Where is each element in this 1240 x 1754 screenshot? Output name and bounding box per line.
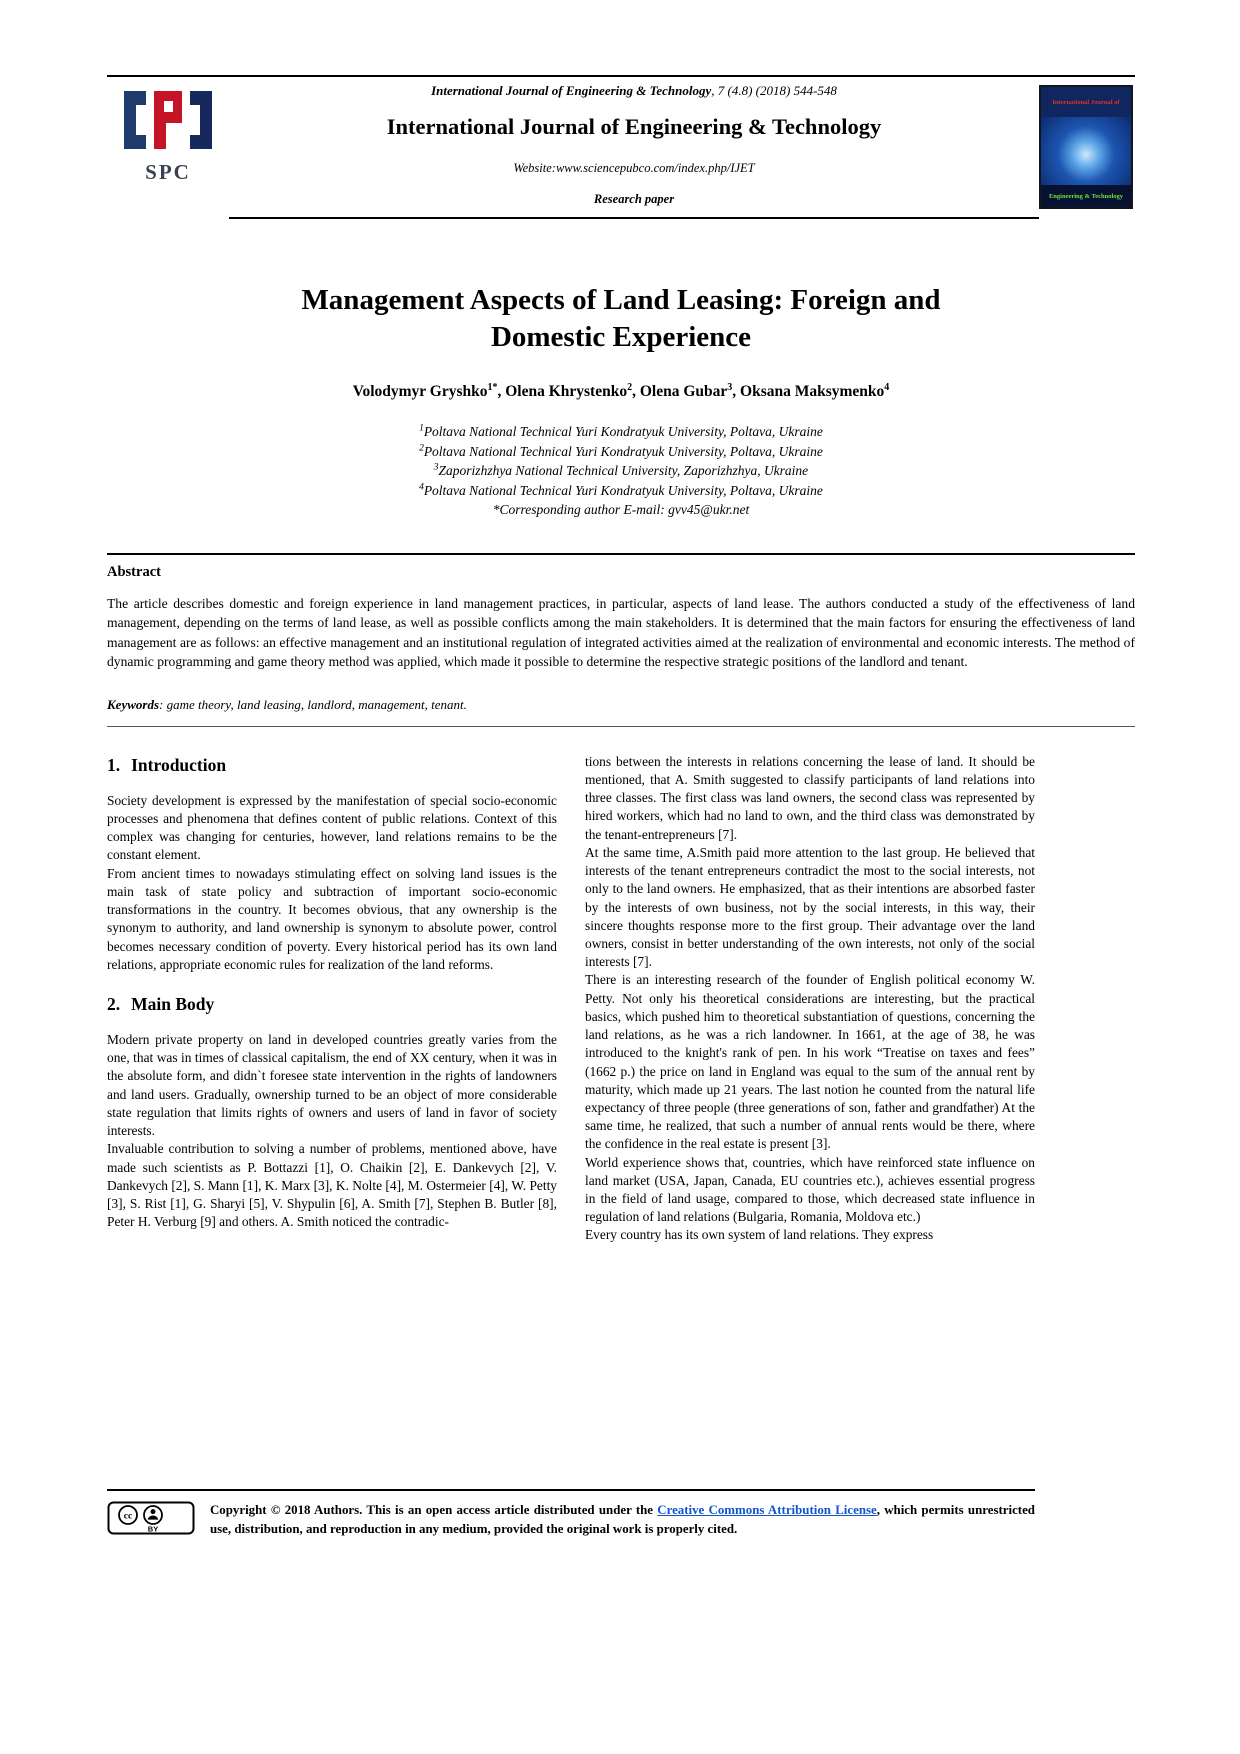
authors-line: Volodymyr Gryshko$^{1*}$, Olena Khrystenko$^2$, Olena Gubar$^3$, Oksana Maksymenko$^4$: [352, 382, 890, 401]
journal-website[interactable]: Website:www.sciencepubco.com/index.php/IJET: [513, 161, 755, 175]
author-name: Olena Gubar: [639, 383, 728, 401]
right-column: [585, 753, 1035, 1245]
copyright-text: [210, 1501, 1035, 1538]
abstract-heading: Abstract: [107, 564, 161, 581]
journal-ref: [243, 83, 1025, 99]
affiliation-line: $^4$Poltava National Technical Yuri Kondratyuk University, Poltava, Ukraine: [419, 482, 823, 498]
svg-text:BY: BY: [147, 1524, 159, 1534]
paragraph: From ancient times to nowadays stimulating effect on solving land issues is the main task of state policy and subtraction of important socio-economic transformations in the country. It becomes obvious, that any ownership is the synonym to authority, and land ownership is synonym to absolute power, control becomes necessary condition of poverty. Every historical period has its own land relations, appropriate economic rules for realization of the land reforms.: [107, 865, 557, 972]
footer: [107, 1489, 1035, 1540]
paragraph: World experience shows that, countries, which have reinforced state influence on land market (USA, Japan, Canada, EU countries etc.), achieves essential progress in the field of land usage, compared to those, which decreased state influence in regulation of land relations (Bulgaria, Romania, Moldova etc.): [585, 1154, 1035, 1225]
abstract-divider: [107, 553, 1135, 555]
svg-text:cc: cc: [123, 1511, 133, 1522]
author-name: Volodymyr Gryshko: [352, 383, 488, 401]
section-heading: 2. Main Body: [107, 993, 215, 1014]
copyright-before-link: Copyright © 2018 Authors. This is an open access article distributed under the: [210, 1503, 658, 1517]
body-columns: [107, 753, 1135, 1245]
journal-name: International Journal of Engineering & Technology: [386, 114, 882, 139]
journal-ref-name: International Journal of Engineering & Technology: [431, 83, 712, 98]
paragraph: Modern private property on land in developed countries greatly varies from the one, that was in times of classical capitalism, the end of XX century, when it was in the absolute form, and didn`t foresee state intervention in the rights of landowners and land users. Gradually, ownership turned to be an object of more considerable state regulation that limits rights of owners and users of land in favor of society interests.: [107, 1031, 557, 1139]
paragraph: There is an interesting research of the founder of English political economy W. Petty. Not only his theoretical considerations are interesting, but the practical basics, which pushed him to theoretical substantiation of questions, concerning the land relations, as he was a rich landowner. In 1661, at the age of 38, he was introduced to the knight's rank of pen. In his work “Treatise on taxes and fees” (1662 p.) the price on land in England was equal to the sum of the annual rent by maturity, which made up 21 years. The last notion he counted from the natural life expectancy of three people (three generations of son, father and grandfather) At the same time, he realized, that such a number of annual rents would be there, where the confidence in the real estate is present [3].: [585, 972, 1035, 1152]
cc-attribution-link[interactable]: Creative Commons Attribution License: [657, 1503, 877, 1517]
section-heading: 1. Introduction: [107, 754, 227, 775]
affiliation-line: $^2$Poltava National Technical Yuri Kondratyuk University, Poltava, Ukraine: [419, 443, 823, 459]
journal-header: [107, 75, 1135, 219]
paragraph: Every country has its own system of land relations. They express: [585, 1227, 934, 1243]
affiliation-line: $^3$Zaporizhzhya National Technical University, Zaporizhzhya, Ukraine: [433, 462, 809, 479]
cover-photo: [1041, 117, 1131, 185]
cc-license-badge: [107, 1501, 195, 1540]
keywords-divider: [107, 726, 1135, 727]
article-title: Management Aspects of Land Leasing: Foreign and Domestic Experience: [301, 284, 941, 353]
cc-by-icon: [107, 1501, 195, 1535]
paragraph: tions between the interests in relations concerning the lease of land. It should be mentioned, that A. Smith suggested to classify participants of land relations into three classes. The first class was land owners, the second class was represented by hired workers, which had no land to own, and the third class was demonstrated by the tenant-entrepreneurs [7].: [585, 753, 1035, 842]
left-column: [107, 753, 557, 1245]
paragraph: At the same time, A.Smith paid more attention to the last group. He believed that interests of the tenant entrepreneurs contradict the most to the social interests, not only to the land owners. He emphasized, that as their intentions are absorbed faster by the interests of own business, not by the social interests, in this way, their sincere thoughts response more to the first group. Their advantage over the land owners, consist in better understanding of the own interests, not only of the social interests [7].: [585, 844, 1035, 970]
journal-ref-issue: , 7 (4.8) (2018) 544-548: [711, 83, 837, 98]
publisher-logo: [107, 77, 229, 185]
affiliation-line: *Corresponding author E-mail: gvv45@ukr.net: [492, 502, 750, 518]
paper-type-label: Research paper: [593, 192, 675, 206]
paragraph: Society development is expressed by the manifestation of special socio-economic processes and phenomena that defines content of public relations. Context of this complex was changing for centuries, however, land relations remains to be the constant element.: [107, 792, 557, 863]
keywords-line: [107, 697, 1135, 713]
affiliation-line: $^1$Poltava National Technical Yuri Kondratyuk University, Poltava, Ukraine: [419, 423, 823, 440]
keywords-text: : game theory, land leasing, landlord, management, tenant.: [159, 696, 467, 712]
journal-cover-image: [1039, 85, 1133, 209]
cover-top-text: International Journal of: [1041, 87, 1131, 117]
affiliations: [107, 422, 1135, 520]
author-name: Olena Khrystenko: [505, 383, 628, 401]
keywords-label: Keywords: [107, 696, 159, 712]
copyright-after-link: , which permits unrestricted use, distribution, and reproduction in any medium, provided the original work is properly cited.: [210, 1503, 1035, 1536]
paragraph: Invaluable contribution to solving a number of problems, mentioned above, have made such scientists as P. Bottazzi [1], O. Chaikin [2], E. Dankevych [2], V. Dankevych [2], S. Mann [1], K. Marx [3], K. Nolte [4], M. Ostermeier [4], W. Petty [3], S. Rist [1], G. Sharyi [5], V. Shypulin [6], A. Smith [7], Stephen B. Butler [8], Peter H. Verburg [9] and others. A. Smith noticed the contradic-: [107, 1141, 557, 1230]
abstract-text: The article describes domestic and foreign experience in land management practices, in particular, aspects of land lease. The authors conducted a study of the effectiveness of land management, depending on the terms of land lease, as well as possible conflicts among the main stakeholders. It is determined that the main factors for ensuring the effectiveness of land management are as follows: an effective management and an institutional regulation of integrated activities aimed at the realization of environmental and economic interests. The method of dynamic programming and game theory method was applied, which made it possible to determine the respective strategic positions of the landlord and tenant.: [107, 596, 1135, 670]
logo-spc-text: SPC: [145, 160, 191, 184]
author-name: Oksana Maksymenko: [740, 383, 885, 401]
spc-logo-icon: [116, 87, 220, 153]
cover-bottom-text: Engineering & Technology: [1041, 185, 1131, 207]
journal-cover: [1039, 77, 1135, 209]
